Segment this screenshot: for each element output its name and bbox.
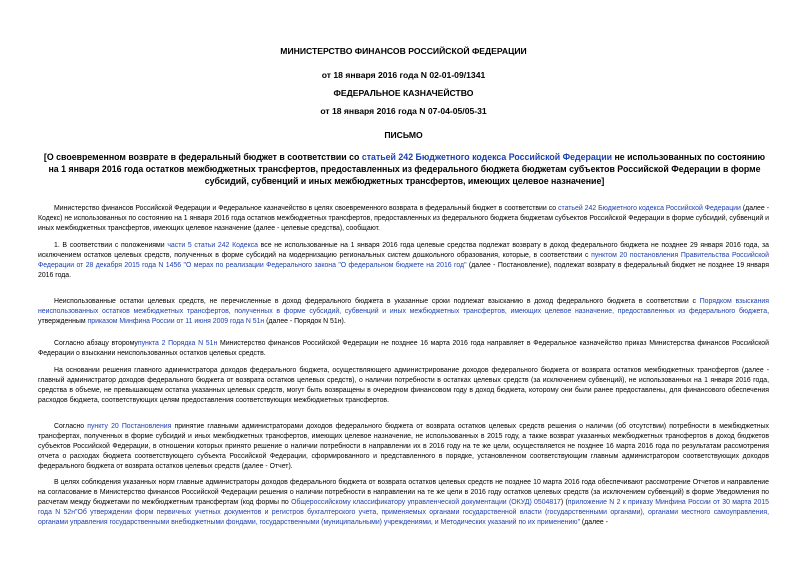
p2-link-part5-article242[interactable]: части 5 статьи 242 Кодекса — [167, 242, 258, 249]
p2-link-resolution-1456[interactable]: пунктом 20 постановления Правительства Российской Федерации от 28 декабря 2015 года N 1456 "О мерах по реализации Федерального закона "О федеральном бюджете на 2016 год" — [38, 251, 769, 269]
paragraph-admin-decision — [38, 366, 769, 406]
p3-link-recovery-procedure[interactable]: Порядком взыскания неиспользованных остатков межбюджетных трансфертов, полученных в форме субсидий, субвенций и иных межбюджетных трансфертов, имеющих целевое назначение, предоставленных из федерального бюджета — [38, 298, 769, 315]
p2-text-1: 1. В соответствии с положениями — [54, 242, 168, 249]
paragraph-intro — [38, 204, 769, 234]
title-text-1: [О своевременном возврате в федеральный бюджет в соответствии со — [43, 152, 362, 162]
title-text-2: не использованных по состоянию на 1 января 2016 года остатков межбюджетных трансфертов, предоставленных из федерального бюджета бюджетам субъектов Российской Федерации в форме субсидий, субвенций и иных межбюджетных трансфертов, имеющих целевое назначение] — [48, 152, 766, 186]
paragraph-1 — [38, 241, 769, 281]
p1-link-article-242[interactable]: статьей 242 Бюджетного кодекса Российской Федерации — [558, 205, 741, 212]
p3-link-order-51n[interactable]: приказом Минфина России от 11 июня 2009 года N 51н — [87, 317, 265, 325]
p2-text-3: (далее - Постановление), подлежат возврату в федеральный бюджет не позднее 19 января 2016 года. — [38, 261, 769, 279]
paragraph-unused-balances — [38, 297, 769, 327]
p4-text-2: Министерство финансов Российской Федерации не позднее 16 марта 2016 года направляет в Федеральное казначейство приказ Министерства финансов Российской Федерации о взыскании неиспользованных остатков целевых средств. — [38, 340, 769, 357]
p6-link-clause20-resolution[interactable]: пункту 20 Постановления — [87, 423, 172, 430]
p3-text-1: Неиспользованные остатки целевых средств, не перечисленные в доход федерального бюджета в указанные сроки подлежат взысканию в доход федерального бюджета в соответствии с — [54, 298, 700, 305]
p7-text-4: (далее - — [580, 518, 608, 526]
p7-link-appendix2-order52n[interactable]: приложение N 2 к приказу Минфина России от 30 марта 2015 года N 52н — [38, 498, 770, 516]
p7-text-2: ) ( — [560, 498, 568, 506]
treasury-date: от 18 января 2016 года N 07-04-05/05-31 — [320, 106, 487, 116]
ministry-date: от 18 января 2016 года N 02-01-09/1341 — [321, 70, 486, 80]
paragraph-clause20 — [38, 422, 769, 472]
treasury-heading: ФЕДЕРАЛЬНОЕ КАЗНАЧЕЙСТВО — [333, 88, 474, 98]
document-type: ПИСЬМО — [384, 130, 423, 140]
p4-text-1: Согласно абзацу второму — [54, 340, 138, 347]
p6-text-2: принятие главными администраторами доходов федерального бюджета от возврата остатков целевых средств решения о наличии (об отсутствии) потребности в межбюджетных трансфертах, полученных в форме субсидий и иных межбюджетных трансфертов, имеющих целевое назначение, не использованных в 2015 году, а также возврат указанных межбюджетных трансфертов в доход бюджетов субъектов Российской Федерации, в отношении которых принято решение о наличии потребности в направлении их в 2016 году на те же цели, осуществляется не позднее 16 марта 2016 года по результатам рассмотрения отчета о расходах бюджета соответствующего субъекта Российской Федерации, сформированного и представленного в порядке, установленном соответствующим главным администратором соответствующих доходов федерального бюджета от возврата остатков целевых средств (далее - Отчет). — [38, 423, 769, 470]
paragraph-compliance — [38, 478, 769, 528]
p3-text-2: , утвержденным — [38, 307, 769, 325]
p4-link-clause2-order51n[interactable]: пункта 2 Порядка N 51н — [137, 340, 218, 347]
p2-text-2: все не использованные на 1 января 2016 года целевые средства подлежат возврату в доход федерального бюджета не позднее 29 января 2016 года, за исключением остатков целевых средств, полученных в форме субсидий на модернизацию региональных систем дошкольного образования, которые, в соответствии с — [38, 242, 769, 259]
p1-text-1: Министерство финансов Российской Федерации и Федеральное казначейство в целях своевременного возврата в федеральный бюджет в соответствии со — [54, 205, 559, 212]
title-link-article-242[interactable]: статьей 242 Бюджетного кодекса Российской Федерации — [361, 152, 613, 162]
ministry-heading: МИНИСТЕРСТВО ФИНАНСОВ РОССИЙСКОЙ ФЕДЕРАЦИИ — [280, 46, 527, 56]
p6-text-1: Согласно — [54, 423, 88, 430]
p3-text-3: (далее - Порядок N 51н). — [264, 317, 346, 325]
p7-link-okud[interactable]: Общероссийскому классификатору управленческой документации (ОКУД) 0504817 — [291, 498, 561, 506]
paragraph-order-deadline — [38, 339, 769, 359]
p7-link-forms-title[interactable]: "Об утверждении форм первичных учетных документов и регистров бухгалтерского учета, применяемых органами государственной власти (государственными органами), органами местного самоуправления, органами управления государственными внебюджетными фондами, государственными (муниципальными) учреждениями, и Методических указаний по их применению" — [38, 508, 769, 526]
p7-text-1: В целях соблюдения указанных норм главные администраторы доходов федерального бюджета от возврата остатков целевых средств не позднее 10 марта 2016 года обеспечивают рассмотрение Отчетов и направление на согласование в Министерство финансов Российской Федерации решения о наличии потребности в направлении на те же цели в 2016 году остатков целевых средств (за исключением субвенций) в форме Уведомления по расчетам между бюджетами по межбюджетным трансфертам (код формы по — [38, 479, 769, 506]
p5-text-1: На основании решения главного администратора доходов федерального бюджета, осуществляющего администрирование доходов федерального бюджета от возврата остатков межбюджетных трансфертов (далее - главный администратор доходов федерального бюджета от возврата остатков целевых средств), о наличии потребности в остатках целевых средств (за исключением субвенций), не использованных на 1 января 2016 года, средства в объеме, не превышающем остатка указанных целевых средств, могут быть возвращены в очередном финансовом году в доход бюджета, которому они были ранее предоставлены, для финансового обеспечения расходов бюджета, соответствующих целям предоставления соответствующих межбюджетных трансфертов. — [38, 367, 769, 404]
p1-text-2: (далее - Кодекс) не использованных по состоянию на 1 января 2016 года остатков межбюджетных трансфертов, предоставленных из федерального бюджета бюджетам субъектов Российской Федерации в форме субсидий, субвенций и иных межбюджетных трансфертов, имеющих целевое назначение (далее - целевые средства), сообщают. — [38, 205, 769, 232]
document-title — [38, 152, 771, 187]
